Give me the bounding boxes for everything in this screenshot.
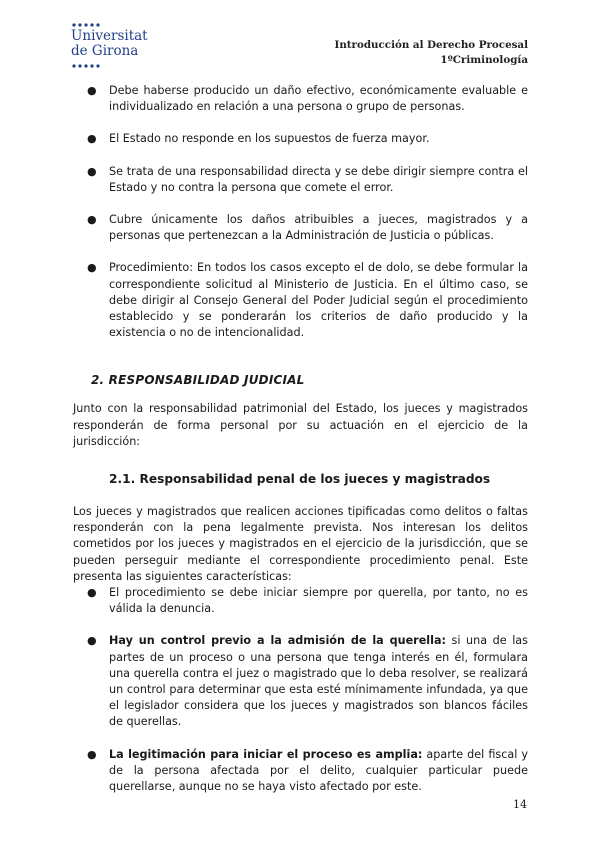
bullet-icon: ●: [87, 586, 97, 600]
list-item: ● El Estado no responde en los supuestos de fuerza mayor.: [73, 131, 528, 147]
university-logo: [71, 18, 148, 70]
bullet-icon: ●: [87, 84, 97, 97]
subsection-heading: 2.1. Responsabilidad penal de los jueces y magistrados: [109, 472, 491, 487]
page-number: 14: [513, 798, 527, 811]
logo-line-1: Universitat: [71, 28, 148, 44]
section-heading: 2. RESPONSABILIDAD JUDICIAL: [91, 373, 305, 388]
logo-dots-bottom-icon: [71, 62, 101, 70]
section-intro: Junto con la responsabilidad patrimonial del Estado, los jueces y magistrados responderán de forma personal por su actuación en el ejercicio de la jurisdicción:: [73, 402, 528, 448]
page-content: [73, 83, 528, 795]
bullet-icon: ●: [87, 132, 97, 146]
list-item: ● Cubre únicamente los daños atribuibles a jueces, magistrados y a personas que pertenezcan a la Administración de Justicia o públicas.: [87, 213, 528, 243]
list-item: ● Hay un control previo a la admisión de la querella: si una de las partes de un proceso o una persona que tenga interés en él, formulara una querella contra el juez o magistrado que lo deba resolver, se realizará un control para determinar que esta esté mínimamente infundada, ya que el legislador considera que los jueces y magistrados son blancos fáciles de querellas.: [87, 634, 528, 729]
list-item: ● Procedimiento: En todos los casos excepto el de dolo, se debe formular la correspondiente solicitud al Ministerio de Justicia. En el último caso, se debe dirigir al Consejo General del Poder Judicial según el procedimiento establecido y se ponderarán los criterios de daño producido y la existencia o no de intencionalidad.: [87, 261, 528, 340]
bullet-icon: ●: [87, 747, 97, 761]
bullet-icon: ●: [87, 634, 97, 648]
course-title: Introducción al Derecho Procesal: [334, 39, 528, 51]
emphasis: La legitimación para iniciar el proceso es amplia:: [109, 747, 423, 761]
page-header: [335, 38, 529, 68]
bullet-icon: ●: [87, 213, 97, 227]
list-item: ● La legitimación para iniciar el proceso es amplia: aparte del fiscal y de la persona afectada por el delito, cualquier particular puede querellarse, aunque no se haya visto afectado por este.: [87, 747, 528, 794]
list-item: ● Se trata de una responsabilidad directa y se debe dirigir siempre contra el Estado y no contra la persona que comete el error.: [87, 164, 528, 194]
bullet-icon: ●: [87, 164, 97, 178]
course-year: 1ºCriminología: [440, 54, 528, 66]
bullet-icon: ●: [87, 261, 97, 275]
emphasis: Hay un control previo a la admisión de la querella:: [109, 634, 446, 648]
logo-line-2: de Girona: [71, 43, 139, 59]
subsection-intro: Los jueces y magistrados que realicen acciones tipificadas como delitos o faltas responderán con la pena legalmente prevista. Nos interesan los delitos cometidos por los jueces y magistrados en el ejercicio de la jurisdicción, que se pueden perseguir mediante el correspondiente procedimiento penal. Este presenta las siguientes características:: [73, 505, 528, 583]
list-item: ● Debe haberse producido un daño efectivo, económicamente evaluable e individualizado en relación a una persona o grupo de personas.: [87, 84, 528, 114]
list-item: ● El procedimiento se debe iniciar siempre por querella, por tanto, no es válida la denuncia.: [87, 586, 528, 616]
